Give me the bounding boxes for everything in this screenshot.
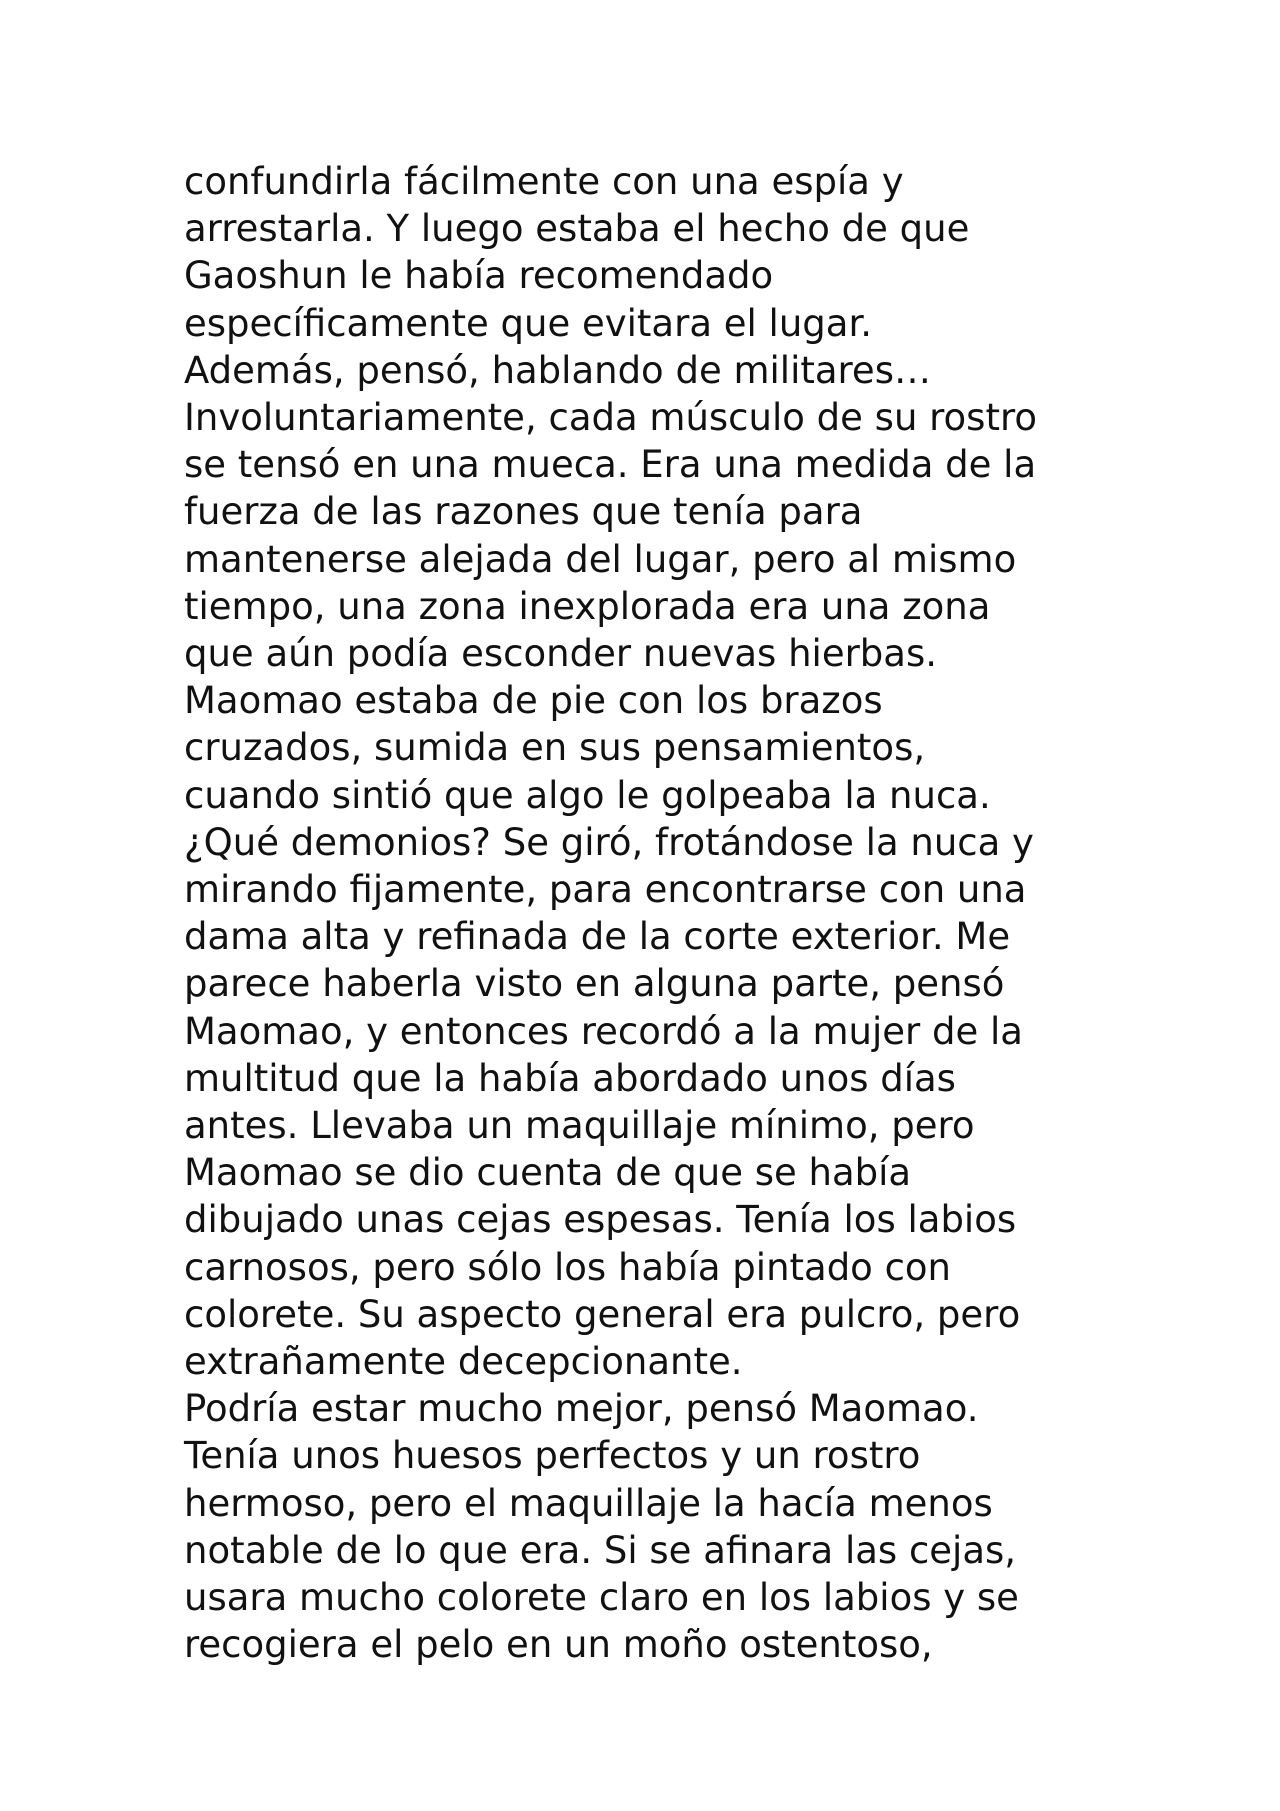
text-line-14: cuando sintió que algo le golpeaba la nuca.	[184, 773, 991, 817]
text-line-07: se tensó en una mueca. Era una medida de la	[184, 443, 1037, 487]
text-line-13: cruzados, sumida en sus pensamientos,	[184, 726, 926, 770]
text-line-04: específicamente que evitara el lugar.	[184, 301, 873, 345]
text-line-08: fuerza de las razones que tenía para	[184, 490, 863, 534]
text-line-05: Además, pensó, hablando de militares…	[184, 348, 931, 392]
text-line-27: Podría estar mucho mejor, pensó Maomao.	[184, 1387, 979, 1431]
text-line-26: extrañamente decepcionante.	[184, 1340, 743, 1384]
text-line-30: notable de lo que era. Si se afinara las cejas,	[184, 1528, 1017, 1572]
text-line-15: ¿Qué demonios? Se giró, frotándose la nuca y	[184, 820, 1034, 864]
text-line-32: recogiera el pelo en un moño ostentoso,	[184, 1623, 933, 1667]
text-line-22: Maomao se dio cuenta de que se había	[184, 1151, 912, 1195]
text-line-01: confundirla fácilmente con una espía y	[184, 160, 904, 203]
text-line-25: colorete. Su aspecto general era pulcro, pero	[184, 1292, 1021, 1336]
text-line-03: Gaoshun le había recomendado	[184, 254, 774, 298]
text-line-24: carnosos, pero sólo los había pintado con	[184, 1245, 952, 1289]
text-line-20: multitud que la había abordado unos días	[184, 1056, 956, 1100]
text-line-02: arrestarla. Y luego estaba el hecho de que	[184, 207, 970, 251]
text-line-21: antes. Llevaba un maquillaje mínimo, pero	[184, 1104, 975, 1148]
text-line-06: Involuntariamente, cada músculo de su rostro	[184, 396, 1038, 440]
text-line-11: que aún podía esconder nuevas hierbas.	[184, 632, 937, 676]
text-line-16: mirando fijamente, para encontrarse con una	[184, 868, 1027, 912]
text-line-19: Maomao, y entonces recordó a la mujer de la	[184, 1009, 1023, 1053]
text-line-12: Maomao estaba de pie con los brazos	[184, 679, 883, 723]
text-line-17: dama alta y refinada de la corte exterior. Me	[184, 915, 1011, 959]
text-line-31: usara mucho colorete claro en los labios y se	[184, 1576, 1019, 1620]
text-line-28: Tenía unos huesos perfectos y un rostro	[184, 1434, 921, 1478]
text-line-10: tiempo, una zona inexplorada era una zona	[184, 584, 991, 628]
body-text	[184, 158, 1184, 1669]
text-line-09: mantenerse alejada del lugar, pero al mismo	[184, 537, 1017, 581]
text-line-23: dibujado unas cejas espesas. Tenía los labios	[184, 1198, 1017, 1242]
text-line-18: parece haberla visto en alguna parte, pensó	[184, 962, 1005, 1006]
text-line-29: hermoso, pero el maquillaje la hacía menos	[184, 1481, 993, 1525]
